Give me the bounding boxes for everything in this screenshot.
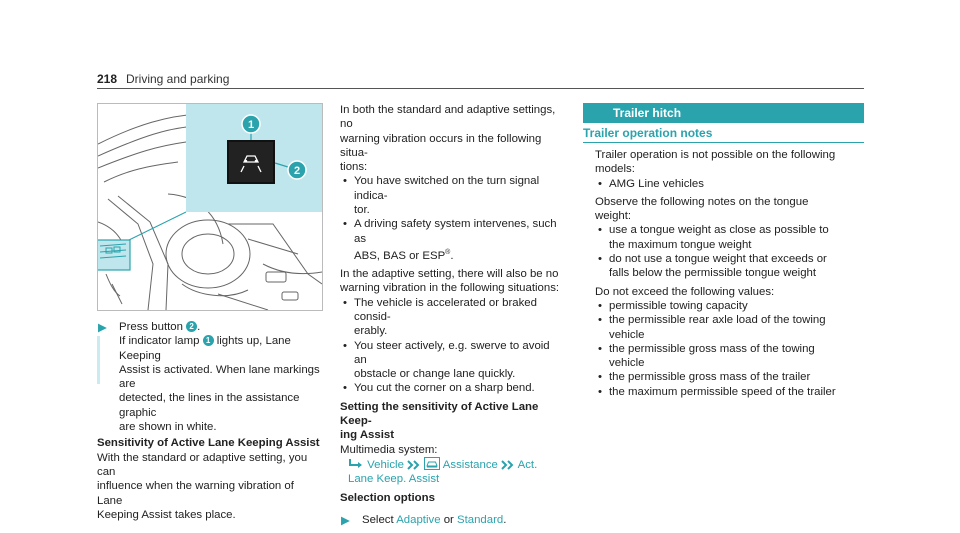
models-paragraph: Trailer operation is not possible on the following models:: [595, 149, 836, 176]
middle-column: [340, 103, 565, 527]
option-standard[interactable]: Standard: [457, 513, 504, 526]
subheading-divider: [583, 142, 864, 143]
bullet-max-speed: • the maximum permissible speed of the trailer: [595, 385, 865, 399]
trailer-hitch-header: [583, 103, 864, 123]
double-chevron-icon: [501, 460, 515, 470]
step-arrow-icon: ▶: [341, 514, 350, 527]
step-press-button: ▶ Press button 2 . If indicator lamp 1 lights up, Lane Keeping Assist is activated. When lane markings are detected, the lines in the assistance graphic are shown in white.: [98, 321, 320, 434]
tongue-paragraph: Observe the following notes on the tongue weight:: [595, 195, 809, 223]
setting-heading: Setting the sensitivity of Active Lane Keep- ing Assist: [340, 400, 539, 442]
right-column: [595, 148, 865, 399]
callout-1-label: 1: [247, 119, 255, 131]
assistance-car-icon: [424, 457, 440, 470]
left-column: [97, 320, 322, 522]
badge-1: 1: [203, 335, 214, 346]
bullet-safety-system: • A driving safety system intervenes, such as ABS, BAS or ESP®.: [340, 217, 565, 263]
trailer-operation-subheading: Trailer operation notes: [583, 126, 713, 140]
bullet-gross-towing: • the permissible gross mass of the towing vehicle: [595, 342, 865, 371]
menu-entry-arrow-icon: [348, 458, 364, 470]
bullet-cut-corner: • You cut the corner on a sharp bend.: [340, 381, 565, 395]
multimedia-label: Multimedia system:: [340, 443, 438, 456]
values-paragraph: Do not exceed the following values:: [595, 285, 775, 298]
interior-illustration: [97, 103, 323, 311]
menu-act[interactable]: Act.: [517, 458, 538, 471]
trailer-hitch-title: Trailer hitch: [613, 106, 682, 120]
double-chevron-icon: [407, 460, 421, 470]
header-divider: [97, 88, 864, 89]
bullet-gross-trailer: • the permissible gross mass of the trailer: [595, 370, 865, 384]
bullet-accelerated: • The vehicle is accelerated or braked consid- erably.: [340, 296, 565, 339]
bullet-turn-signal: • You have switched on the turn signal indica- tor.: [340, 174, 565, 217]
dashboard-drawing: [98, 104, 322, 310]
bullet-tongue-2: • do not use a tongue weight that exceeds or falls below the permissible tongue weight: [595, 252, 865, 281]
menu-lane-keep-assist[interactable]: Lane Keep. Assist: [348, 473, 440, 486]
section-title: Driving and parking: [126, 72, 230, 86]
step-arrow-icon: ▶: [98, 322, 107, 334]
bullet-amg: • AMG Line vehicles: [595, 177, 865, 191]
menu-assistance[interactable]: Assistance: [442, 458, 498, 471]
option-adaptive[interactable]: Adaptive: [396, 513, 441, 526]
bullet-steer: • You steer actively, e.g. swerve to avoid an obstacle or change lane quickly.: [340, 339, 565, 382]
menu-vehicle[interactable]: Vehicle: [367, 458, 404, 471]
select-step: ▶ Select Adaptive or Standard.: [341, 513, 507, 527]
bullet-towing-capacity: • permissible towing capacity: [595, 299, 865, 313]
menu-path: [340, 457, 565, 487]
sensitivity-body: With the standard or adaptive setting, you can influence when the warning vibration of Lane Keeping Assist takes place.: [97, 451, 308, 521]
intro-paragraph: In both the standard and adaptive settings, no warning vibration occurs in the following situa- tions:: [340, 104, 556, 174]
sensitivity-heading: Sensitivity of Active Lane Keeping Assist: [97, 437, 320, 450]
page-number: 218: [97, 72, 118, 86]
bullet-tongue-1: • use a tongue weight as close as possible to the maximum tongue weight: [595, 223, 865, 252]
bullet-rear-axle: • the permissible rear axle load of the towing vehicle: [595, 313, 865, 342]
callout-2-label: 2: [293, 165, 301, 177]
adaptive-paragraph: In the adaptive setting, there will also be no warning vibration in the following situations:: [340, 268, 560, 295]
badge-2: 2: [186, 321, 197, 332]
selection-options-heading: Selection options: [340, 491, 435, 504]
